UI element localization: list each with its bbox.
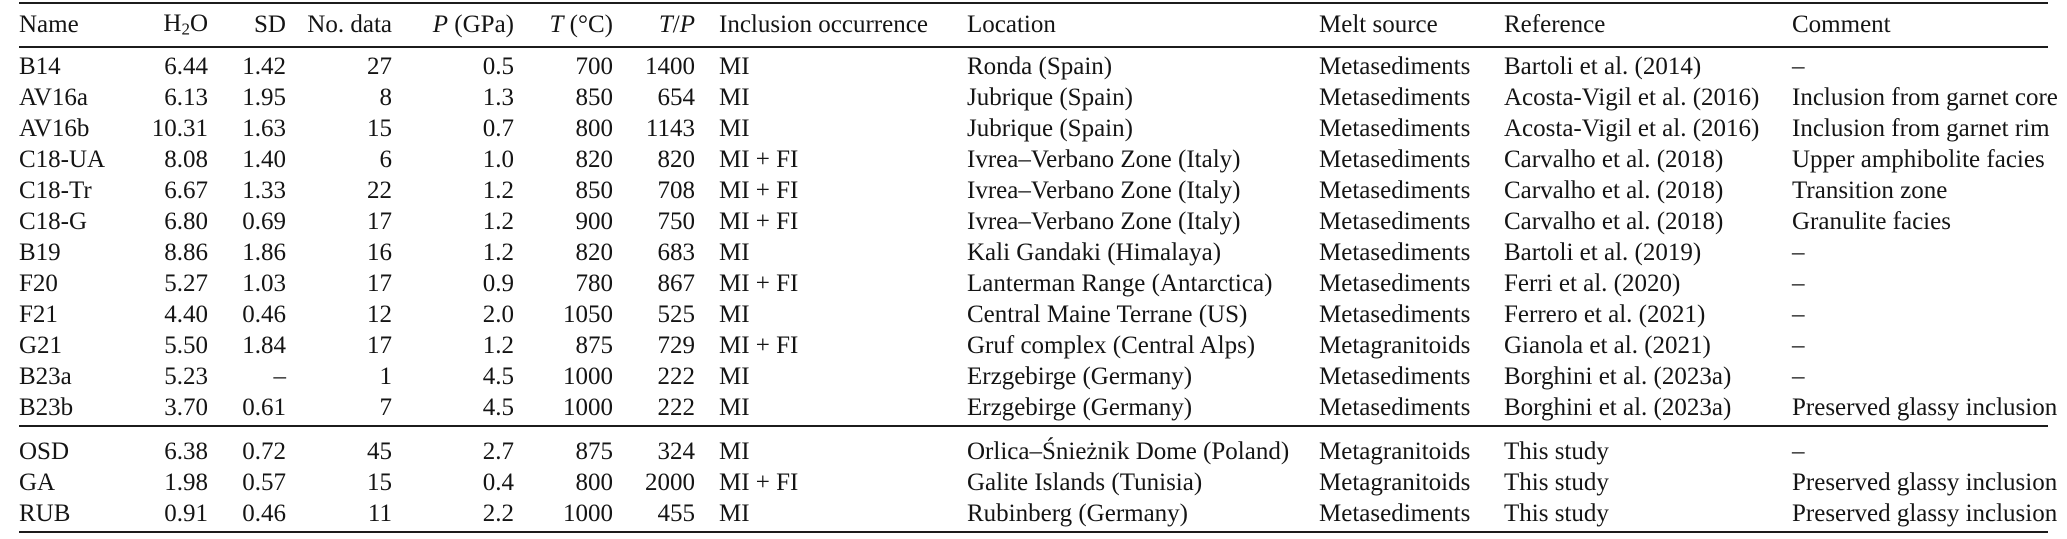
cell-temperature: 800 xyxy=(575,469,613,496)
cell-inclusion-occurrence: MI + FI xyxy=(719,469,799,496)
section-this-study xyxy=(19,426,2058,532)
header-segment: P xyxy=(679,11,695,38)
cell-inclusion-occurrence: MI xyxy=(719,53,750,80)
cell-comment: Upper amphibolite facies xyxy=(1792,146,2045,173)
cell-name: GA xyxy=(19,469,56,496)
cell-inclusion-occurrence: MI xyxy=(719,363,750,390)
col-header-t-over-p xyxy=(613,3,695,47)
cell-pressure: 1.2 xyxy=(482,332,514,359)
cell-temperature: 1050 xyxy=(563,301,613,328)
cell-no-data: 1 xyxy=(379,363,392,390)
cell-t-over-p: 324 xyxy=(657,438,695,465)
cell-no-data: 7 xyxy=(379,394,392,421)
cell-reference: This study xyxy=(1504,469,1609,496)
table-row xyxy=(19,237,2048,268)
cell-sd: 0.46 xyxy=(242,500,286,527)
table-row xyxy=(19,426,2048,467)
header-segment: / xyxy=(672,11,680,38)
header-segment: T xyxy=(549,11,564,38)
cell-melt-source: Metasediments xyxy=(1319,394,1471,421)
cell-pressure: 1.3 xyxy=(482,84,514,111)
cell-location: Rubinberg (Germany) xyxy=(967,500,1189,527)
cell-no-data: 22 xyxy=(367,177,392,204)
cell-inclusion-occurrence: MI xyxy=(719,301,750,328)
cell-melt-source: Metasediments xyxy=(1319,208,1471,235)
cell-name: OSD xyxy=(19,438,70,465)
cell-sd: 0.72 xyxy=(242,438,286,465)
cell-no-data: 17 xyxy=(367,208,392,235)
cell-temperature: 700 xyxy=(575,53,613,80)
cell-h2o: 8.08 xyxy=(164,146,208,173)
cell-t-over-p: 1143 xyxy=(645,115,695,142)
cell-sd: 1.63 xyxy=(242,115,286,142)
cell-sd: 1.84 xyxy=(242,332,286,359)
cell-reference: Ferrero et al. (2021) xyxy=(1504,301,1706,328)
cell-melt-source: Metasediments xyxy=(1319,301,1471,328)
cell-melt-source: Metasediments xyxy=(1319,500,1471,527)
cell-comment: Transition zone xyxy=(1792,177,1948,204)
cell-t-over-p: 222 xyxy=(657,363,695,390)
cell-inclusion-occurrence: MI + FI xyxy=(719,177,799,204)
table-row xyxy=(19,144,2048,175)
cell-melt-source: Metasediments xyxy=(1319,115,1471,142)
table-row xyxy=(19,392,2048,426)
cell-temperature: 1000 xyxy=(563,394,613,421)
header-segment: Name xyxy=(19,11,79,38)
cell-pressure: 2.7 xyxy=(482,438,514,465)
cell-t-over-p: 222 xyxy=(657,394,695,421)
cell-t-over-p: 525 xyxy=(657,301,695,328)
cell-temperature: 820 xyxy=(575,146,613,173)
section-published xyxy=(19,47,2058,426)
cell-name: F20 xyxy=(19,270,58,297)
cell-sd: 1.95 xyxy=(242,84,286,111)
cell-name: B23a xyxy=(19,363,72,390)
cell-reference: Borghini et al. (2023a) xyxy=(1504,394,1732,421)
cell-h2o: 5.23 xyxy=(164,363,208,390)
cell-t-over-p: 2000 xyxy=(645,469,695,496)
cell-no-data: 17 xyxy=(367,270,392,297)
cell-melt-source: Metasediments xyxy=(1319,363,1471,390)
cell-comment: – xyxy=(1792,239,1805,266)
header-segment: Melt source xyxy=(1319,11,1438,38)
cell-location: Gruf complex (Central Alps) xyxy=(967,332,1256,359)
header-segment: No. data xyxy=(307,11,392,38)
table-row xyxy=(19,206,2048,237)
cell-h2o: 6.44 xyxy=(164,53,208,80)
cell-location: Ivrea–Verbano Zone (Italy) xyxy=(967,146,1241,173)
cell-sd: 1.86 xyxy=(242,239,286,266)
cell-no-data: 15 xyxy=(367,115,392,142)
cell-h2o: 10.31 xyxy=(151,115,208,142)
cell-comment: Preserved glassy inclusion xyxy=(1792,500,2058,527)
cell-comment: – xyxy=(1792,438,1805,465)
cell-location: Erzgebirge (Germany) xyxy=(967,394,1193,421)
table-row xyxy=(19,268,2048,299)
cell-h2o: 3.70 xyxy=(164,394,208,421)
cell-name: RUB xyxy=(19,500,71,527)
cell-name: B14 xyxy=(19,53,61,80)
cell-sd: 0.61 xyxy=(242,394,286,421)
cell-no-data: 8 xyxy=(379,84,392,111)
cell-temperature: 1000 xyxy=(563,500,613,527)
cell-inclusion-occurrence: MI xyxy=(719,500,750,527)
cell-reference: Carvalho et al. (2018) xyxy=(1504,146,1724,173)
cell-pressure: 0.9 xyxy=(482,270,514,297)
cell-t-over-p: 1400 xyxy=(645,53,695,80)
table-row xyxy=(19,47,2048,82)
cell-comment: – xyxy=(1792,363,1805,390)
cell-location: Central Maine Terrane (US) xyxy=(967,301,1248,328)
cell-h2o: 8.86 xyxy=(164,239,208,266)
col-header-sd xyxy=(208,3,286,47)
cell-melt-source: Metasediments xyxy=(1319,270,1471,297)
cell-temperature: 875 xyxy=(575,332,613,359)
cell-temperature: 1000 xyxy=(563,363,613,390)
cell-melt-source: Metagranitoids xyxy=(1319,469,1471,496)
cell-reference: Acosta-Vigil et al. (2016) xyxy=(1504,84,1760,111)
cell-h2o: 6.13 xyxy=(164,84,208,111)
cell-comment: Granulite facies xyxy=(1792,208,1951,235)
col-header-no-data xyxy=(286,3,392,47)
cell-melt-source: Metasediments xyxy=(1319,177,1471,204)
cell-name: F21 xyxy=(19,301,58,328)
cell-h2o: 4.40 xyxy=(164,301,208,328)
cell-h2o: 0.91 xyxy=(164,500,208,527)
cell-temperature: 875 xyxy=(575,438,613,465)
cell-h2o: 6.38 xyxy=(164,438,208,465)
cell-inclusion-occurrence: MI xyxy=(719,115,750,142)
cell-sd: 1.03 xyxy=(242,270,286,297)
cell-temperature: 780 xyxy=(575,270,613,297)
cell-inclusion-occurrence: MI xyxy=(719,239,750,266)
cell-pressure: 4.5 xyxy=(482,363,514,390)
cell-location: Ivrea–Verbano Zone (Italy) xyxy=(967,208,1241,235)
header-segment: P xyxy=(432,11,449,38)
cell-sd: 1.33 xyxy=(242,177,286,204)
col-header-reference xyxy=(1504,3,1792,47)
cell-h2o: 1.98 xyxy=(164,469,208,496)
cell-sd: 0.69 xyxy=(242,208,286,235)
cell-location: Orlica–Śnieżnik Dome (Poland) xyxy=(967,438,1290,465)
table-header xyxy=(19,3,2048,47)
cell-location: Kali Gandaki (Himalaya) xyxy=(967,239,1222,266)
table-row xyxy=(19,113,2048,144)
cell-t-over-p: 683 xyxy=(657,239,695,266)
cell-location: Ronda (Spain) xyxy=(967,53,1113,80)
cell-name: C18-Tr xyxy=(19,177,92,204)
cell-location: Galite Islands (Tunisia) xyxy=(967,469,1203,496)
cell-name: B19 xyxy=(19,239,61,266)
col-header-location xyxy=(967,3,1319,47)
cell-temperature: 850 xyxy=(575,84,613,111)
col-header-comment xyxy=(1792,3,2048,47)
col-header-pressure xyxy=(392,3,514,47)
cell-h2o: 5.27 xyxy=(164,270,208,297)
cell-reference: Bartoli et al. (2014) xyxy=(1504,53,1702,80)
cell-sd: 0.57 xyxy=(242,469,286,496)
col-header-name xyxy=(19,3,119,47)
cell-no-data: 11 xyxy=(367,500,392,527)
cell-pressure: 2.2 xyxy=(482,500,514,527)
cell-reference: Borghini et al. (2023a) xyxy=(1504,363,1732,390)
cell-no-data: 27 xyxy=(367,53,392,80)
cell-name: C18-UA xyxy=(19,146,106,173)
cell-t-over-p: 455 xyxy=(657,500,695,527)
cell-temperature: 900 xyxy=(575,208,613,235)
col-header-melt-source xyxy=(1319,3,1504,47)
cell-melt-source: Metagranitoids xyxy=(1319,332,1471,359)
cell-reference: Carvalho et al. (2018) xyxy=(1504,177,1724,204)
col-header-temperature xyxy=(514,3,613,47)
cell-reference: Carvalho et al. (2018) xyxy=(1504,208,1724,235)
cell-location: Jubrique (Spain) xyxy=(967,84,1133,111)
cell-pressure: 1.2 xyxy=(482,208,514,235)
cell-name: AV16a xyxy=(19,84,88,111)
cell-no-data: 6 xyxy=(379,146,392,173)
table-row xyxy=(19,175,2048,206)
cell-reference: Bartoli et al. (2019) xyxy=(1504,239,1702,266)
cell-inclusion-occurrence: MI + FI xyxy=(719,332,799,359)
cell-t-over-p: 708 xyxy=(657,177,695,204)
table-row xyxy=(19,467,2048,498)
cell-reference: Ferri et al. (2020) xyxy=(1504,270,1681,297)
cell-comment: – xyxy=(1792,270,1805,297)
table-row xyxy=(19,361,2048,392)
cell-h2o: 6.67 xyxy=(164,177,208,204)
header-segment: Comment xyxy=(1792,11,1891,38)
cell-no-data: 16 xyxy=(367,239,392,266)
header-segment: T xyxy=(658,11,673,38)
header-segment: SD xyxy=(254,11,286,38)
table-row xyxy=(19,498,2048,532)
cell-pressure: 0.7 xyxy=(482,115,514,142)
cell-melt-source: Metagranitoids xyxy=(1319,438,1471,465)
table-row xyxy=(19,82,2048,113)
melt-inclusions-table xyxy=(19,2,2058,533)
cell-sd: 0.46 xyxy=(242,301,286,328)
cell-comment: Inclusion from garnet rim xyxy=(1792,115,2050,142)
cell-location: Ivrea–Verbano Zone (Italy) xyxy=(967,177,1241,204)
cell-comment: Preserved glassy inclusion xyxy=(1792,394,2058,421)
col-header-h2o xyxy=(119,3,208,47)
header-segment: Location xyxy=(967,11,1056,38)
table-row xyxy=(19,299,2048,330)
cell-reference: This study xyxy=(1504,438,1609,465)
header-segment: (°C) xyxy=(563,11,613,38)
cell-h2o: 6.80 xyxy=(164,208,208,235)
cell-sd: 1.40 xyxy=(242,146,286,173)
cell-inclusion-occurrence: MI + FI xyxy=(719,146,799,173)
cell-t-over-p: 654 xyxy=(657,84,695,111)
header-segment: O xyxy=(189,10,208,38)
cell-comment: Preserved glassy inclusion xyxy=(1792,469,2058,496)
cell-melt-source: Metasediments xyxy=(1319,53,1471,80)
cell-comment: – xyxy=(1792,332,1805,359)
cell-t-over-p: 867 xyxy=(657,270,695,297)
cell-location: Lanterman Range (Antarctica) xyxy=(967,270,1273,297)
cell-name: C18-G xyxy=(19,208,88,235)
cell-no-data: 12 xyxy=(367,301,392,328)
cell-pressure: 4.5 xyxy=(482,394,514,421)
cell-pressure: 1.0 xyxy=(482,146,514,173)
cell-comment: – xyxy=(1792,53,1805,80)
cell-melt-source: Metasediments xyxy=(1319,146,1471,173)
cell-name: G21 xyxy=(19,332,63,359)
table-row xyxy=(19,330,2048,361)
cell-pressure: 1.2 xyxy=(482,177,514,204)
cell-sd: – xyxy=(273,363,286,390)
header-segment: Reference xyxy=(1504,11,1606,38)
header-segment: (GPa) xyxy=(448,11,514,38)
cell-reference: This study xyxy=(1504,500,1609,527)
cell-pressure: 2.0 xyxy=(482,301,514,328)
cell-pressure: 0.4 xyxy=(482,469,514,496)
cell-inclusion-occurrence: MI xyxy=(719,84,750,111)
cell-location: Jubrique (Spain) xyxy=(967,115,1133,142)
cell-melt-source: Metasediments xyxy=(1319,239,1471,266)
cell-no-data: 45 xyxy=(367,438,392,465)
header-row xyxy=(19,3,2048,47)
header-segment: Inclusion occurrence xyxy=(719,11,928,38)
cell-h2o: 5.50 xyxy=(164,332,208,359)
cell-reference: Gianola et al. (2021) xyxy=(1504,332,1711,359)
cell-temperature: 820 xyxy=(575,239,613,266)
cell-inclusion-occurrence: MI xyxy=(719,394,750,421)
cell-comment: Inclusion from garnet core xyxy=(1792,84,2058,111)
cell-inclusion-occurrence: MI + FI xyxy=(719,270,799,297)
header-segment: H xyxy=(163,10,182,38)
cell-melt-source: Metasediments xyxy=(1319,84,1471,111)
cell-t-over-p: 820 xyxy=(657,146,695,173)
cell-comment: – xyxy=(1792,301,1805,328)
col-header-inclusion-occurrence xyxy=(695,3,967,47)
cell-t-over-p: 729 xyxy=(657,332,695,359)
cell-inclusion-occurrence: MI + FI xyxy=(719,208,799,235)
cell-pressure: 0.5 xyxy=(482,53,514,80)
cell-no-data: 15 xyxy=(367,469,392,496)
cell-sd: 1.42 xyxy=(242,53,286,80)
cell-name: AV16b xyxy=(19,115,90,142)
cell-temperature: 800 xyxy=(575,115,613,142)
cell-reference: Acosta-Vigil et al. (2016) xyxy=(1504,115,1760,142)
cell-t-over-p: 750 xyxy=(657,208,695,235)
cell-name: B23b xyxy=(19,394,74,421)
cell-inclusion-occurrence: MI xyxy=(719,438,750,465)
cell-location: Erzgebirge (Germany) xyxy=(967,363,1193,390)
cell-temperature: 850 xyxy=(575,177,613,204)
cell-no-data: 17 xyxy=(367,332,392,359)
header-segment: 2 xyxy=(181,19,190,39)
cell-pressure: 1.2 xyxy=(482,239,514,266)
